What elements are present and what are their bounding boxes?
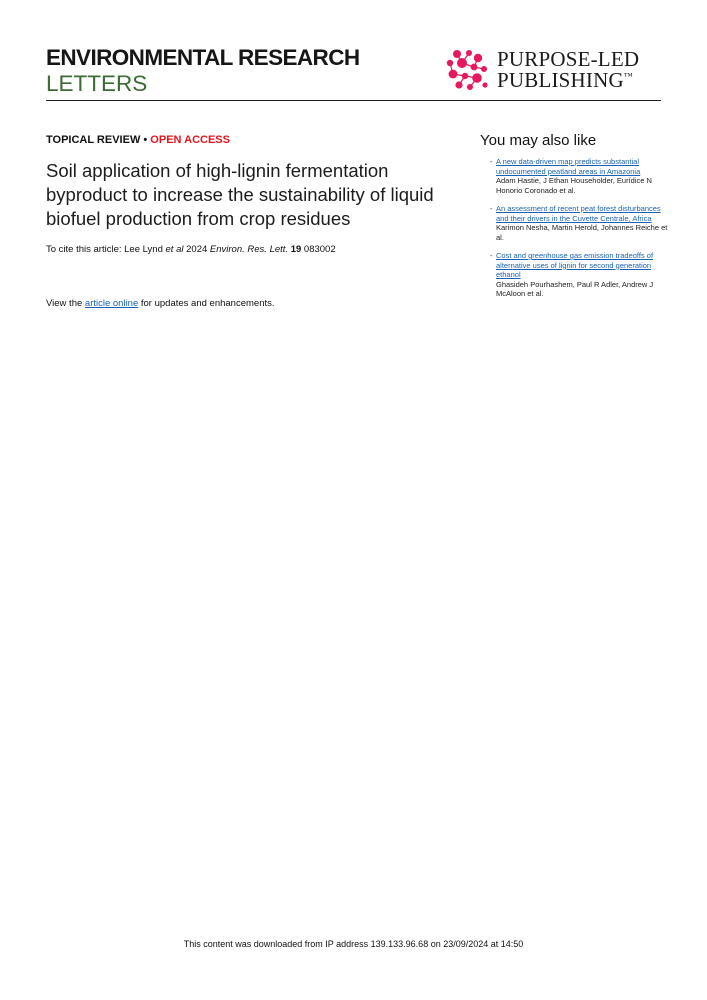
publisher-name bbox=[497, 49, 639, 91]
journal-title-line2: LETTERS bbox=[46, 71, 148, 96]
molecule-cluster-logo-icon bbox=[445, 48, 489, 92]
header-divider bbox=[46, 100, 661, 101]
publisher-name-line2 bbox=[497, 70, 639, 91]
view-online-line bbox=[46, 298, 275, 309]
list-dash: - bbox=[490, 157, 493, 166]
citation-article-number: 083002 bbox=[301, 244, 336, 255]
citation-prefix: To cite this article: Lee Lynd bbox=[46, 244, 166, 255]
trademark-symbol: ™ bbox=[623, 71, 633, 81]
publisher-name-line2-text: PUBLISHING bbox=[497, 68, 624, 92]
view-online-before: View the bbox=[46, 298, 85, 309]
related-articles-list bbox=[490, 157, 671, 308]
journal-title-line1: ENVIRONMENTAL RESEARCH bbox=[46, 45, 360, 70]
citation-volume: 19 bbox=[290, 244, 302, 255]
related-item bbox=[490, 251, 671, 299]
related-article-authors: Adam Hastie, J Ethan Householder, Eurídice N Honorio Coronado et al. bbox=[496, 176, 652, 195]
open-access-badge: OPEN ACCESS bbox=[150, 134, 230, 146]
related-article-authors: Karimon Nesha, Martin Herold, Johannes Reiche et al. bbox=[496, 223, 668, 242]
citation-et-al: et al bbox=[165, 244, 184, 255]
article-type-line bbox=[46, 134, 230, 146]
citation-journal: Environ. Res. Lett. bbox=[209, 244, 289, 255]
related-article-link[interactable]: A new data-driven map predicts substantial undocumented peatland areas in Amazonia bbox=[496, 157, 641, 176]
journal-title bbox=[46, 45, 360, 97]
citation-year: 2024 bbox=[183, 244, 210, 255]
publisher-logo bbox=[445, 48, 661, 96]
related-item bbox=[490, 157, 671, 195]
article-type-separator: • bbox=[140, 134, 151, 146]
view-online-after: for updates and enhancements. bbox=[138, 298, 275, 309]
related-article-link[interactable]: An assessment of recent peat forest disturbances and their drivers in the Cuvette Centrale, Africa bbox=[496, 204, 661, 223]
article-online-link[interactable]: article online bbox=[84, 298, 139, 309]
citation-line bbox=[46, 244, 336, 255]
download-notice: This content was downloaded from IP address 139.133.96.68 on 23/09/2024 at 14:50 bbox=[183, 939, 524, 949]
list-dash: - bbox=[490, 204, 493, 213]
article-type-label: TOPICAL REVIEW bbox=[46, 134, 141, 146]
related-item bbox=[490, 204, 671, 242]
related-heading: You may also like bbox=[480, 132, 597, 149]
article-title: Soil application of high-lignin fermentation byproduct to increase the sustainability of liquid biofuel production from crop residues bbox=[46, 160, 434, 229]
related-article-link[interactable]: Cost and greenhouse gas emission tradeoffs of alternative uses of lignin for second generation ethanol bbox=[496, 251, 654, 279]
related-article-authors: Ghasideh Pourhashem, Paul R Adler, Andrew J McAloon et al. bbox=[496, 279, 654, 298]
list-dash: - bbox=[490, 251, 493, 260]
publisher-name-line1: PURPOSE-LED bbox=[497, 47, 640, 71]
